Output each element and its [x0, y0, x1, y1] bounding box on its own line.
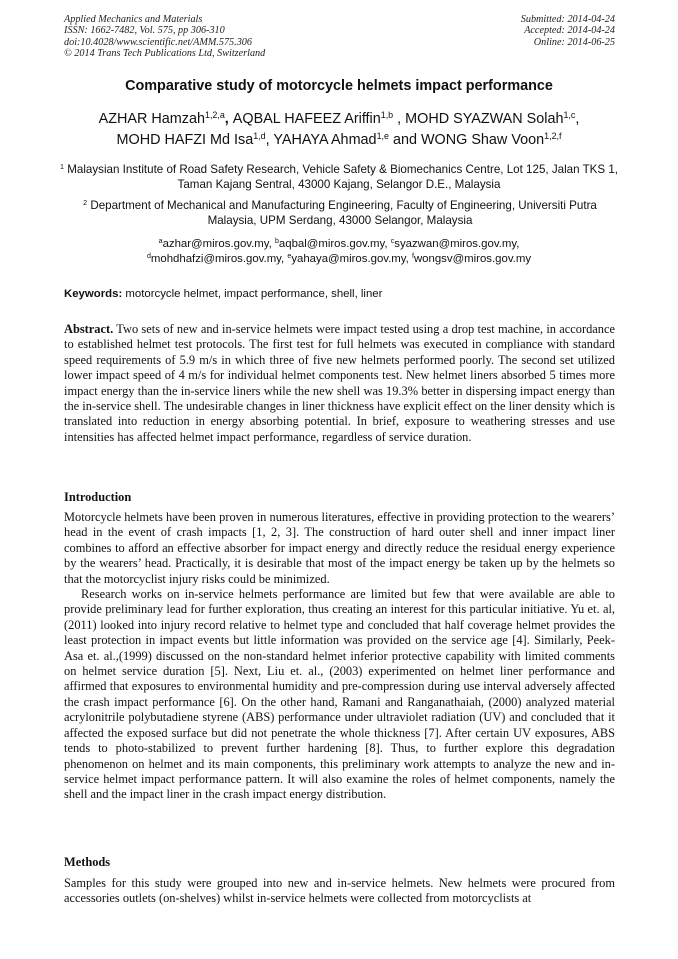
email-mark: b	[275, 238, 279, 246]
paragraph: Samples for this study were grouped into new and in-service helmets. New helmets were procured from accessories outlets (on-shelves) whilst in-service helmets were collected from motorcyclists at	[64, 876, 615, 906]
affiliation-1	[58, 162, 620, 192]
author-separator: ,	[224, 111, 233, 127]
author-affiliation-mark: 1,e	[376, 131, 389, 142]
author-name: YAHAYA Ahmad	[273, 132, 377, 148]
author-affiliation-mark: 1,2,a	[204, 110, 225, 121]
affiliation-text: Malaysian Institute of Road Safety Research, Vehicle Safety & Biomechanics Centre, Lot 125, Jalan TKS 1, Taman Kajang Sentral, 43000 Kajang, Selangor D.E., Malaysia	[67, 163, 619, 191]
email-mark: d	[146, 253, 151, 261]
email-mark: a	[158, 238, 163, 246]
keywords-label: Keywords:	[64, 288, 123, 300]
author-separator: ,	[393, 111, 406, 127]
author-name: AZHAR Hamzah	[98, 111, 205, 127]
journal-name: Applied Mechanics and Materials	[64, 14, 203, 25]
keywords-text: motorcycle helmet, impact performance, shell, liner	[125, 288, 383, 300]
email-separator: ,	[516, 238, 520, 250]
abstract-label: Abstract.	[64, 322, 114, 336]
email-address: azhar@miros.gov.my	[162, 238, 269, 250]
affiliation-number: 2	[83, 198, 88, 208]
email-address: syazwan@miros.gov.my	[394, 238, 517, 250]
accepted-date: Accepted: 2014-04-24	[524, 25, 615, 37]
paragraph: Research works on in-service helmets performance are limited but few that were available are able to provide preliminary lead for further exploration, thus creating an interest for this particular initiative. Yu et. al, (2011) looked into injury record relative to helmet type and concluded that half coverage helmet provides the least protection in impact events but little information was provided on the service age [4]. Similarly, Peek-Asa et. al.,(1999) discussed on the non-standard helmet inferior protective capability with limited comments on helmet service duration [5]. Next, Liu et. al., (2003) experimented on helmet liner performance and affirmed that exposures to environmental humidity and pre-compression during use interval adversely affected the crash impact performance [6]. On the other hand, Ramani and Ranganathaiah, (2000) analyzed material acrylonitrile polybutadiene styrene (ABS) performance under ultraviolet radiation (UV) and concluded that it affected the exposed surface but did not penetrate the whole thickness [7]. After certain UV exposures, ABS tends to photo-stabilized to prevent further hardening [8]. Thus, to further explore this degradation phenomenon on helmet and its main components, this preliminary work attempts to analyze the new and in-service helmet impact performance pattern. It will also examine the roles of helmet components, namely the shell and the impact liner in the crash impact energy distribution.	[64, 587, 615, 802]
methods-body	[64, 876, 615, 907]
email-separator: ,	[268, 238, 275, 250]
journal-doi: doi:10.4028/www.scientific.net/AMM.575.306	[64, 36, 252, 48]
email-address: wongsv@miros.gov.my	[413, 253, 532, 265]
journal-copyright: © 2014 Trans Tech Publications Ltd, Switzerland	[64, 48, 266, 60]
email-separator: ,	[281, 253, 288, 265]
journal-info	[64, 14, 265, 60]
email-separator: ,	[384, 238, 391, 250]
abstract	[64, 322, 615, 445]
affiliation-number: 1	[59, 162, 64, 172]
author-separator: and	[388, 132, 421, 148]
author-name: WONG Shaw Voon	[420, 132, 545, 148]
abstract-text: Two sets of new and in-service helmets were impact tested using a drop test machine, in accordance to established helmet test protocols. The first test for full helmets was executed in compliance with standard speed requirements of 5.9 m/s in which three of five new helmets performed poorly. The second set utilized lower impact speed of 4 m/s for individual helmet components test. New helmet liners absorbed 5 times more impact energy than the in-service liners while the new shell was 19.3% better in dispersing impact energy than the in-service shell. The undesirable changes in liner thickness have explicit effect on the liner density which is translated into reduction in energy absorbing potential. In brief, exposure to weathering stresses and use intensities has affected helmet impact performance, regardless of service duration.	[64, 322, 615, 444]
methods-heading: Methods	[64, 855, 111, 869]
author-name: MOHD SYAZWAN Solah	[405, 111, 564, 127]
author-affiliation-mark: 1,c	[563, 110, 576, 121]
publication-dates	[521, 14, 615, 48]
author-name: MOHD HAFZI Md Isa	[116, 132, 254, 148]
author-separator: ,	[575, 111, 580, 127]
email-address: aqbal@miros.gov.my	[278, 238, 385, 250]
submitted-date: Submitted: 2014-04-24	[520, 14, 615, 25]
keywords	[64, 288, 382, 300]
author-separator: ,	[265, 132, 274, 148]
paper-title: Comparative study of motorcycle helmets impact performance	[125, 78, 553, 94]
email-mark: f	[411, 253, 414, 261]
email-list	[58, 237, 620, 267]
email-mark: c	[390, 238, 395, 246]
email-separator: ,	[405, 253, 412, 265]
email-address: mohdhafzi@miros.gov.my	[150, 253, 282, 265]
paragraph: Motorcycle helmets have been proven in numerous literatures, effective in providing protection to the wearers’ head in the event of crash impacts [1, 2, 3]. The construction of hard outer shell and inner impact liner combines to afford an effective absorber for impact energy and directly reduce the residual energy experience by the wearers’ head. Practically, it is desirable that most of the impact energy be taken up by the helmets so that the motorcyclist injury risks could be minimized.	[64, 510, 615, 586]
author-affiliation-mark: 1,b	[380, 110, 394, 121]
introduction-body	[64, 510, 615, 803]
affiliation-text: Department of Mechanical and Manufacturing Engineering, Faculty of Engineering, Universiti Putra Malaysia, UPM Serdang, 43000 Selangor, Malaysia	[90, 199, 597, 227]
email-mark: e	[287, 253, 292, 261]
online-date: Online: 2014-06-25	[533, 36, 615, 48]
affiliation-2	[60, 198, 620, 228]
author-affiliation-mark: 1,d	[253, 131, 266, 142]
author-list	[40, 109, 638, 151]
journal-issn: ISSN: 1662-7482, Vol. 575, pp 306-310	[64, 25, 225, 37]
author-name: AQBAL HAFEEZ Ariffin	[232, 111, 381, 127]
author-affiliation-mark: 1,2,f	[544, 131, 562, 142]
email-address: yahaya@miros.gov.my	[291, 253, 406, 265]
introduction-heading: Introduction	[64, 490, 132, 504]
